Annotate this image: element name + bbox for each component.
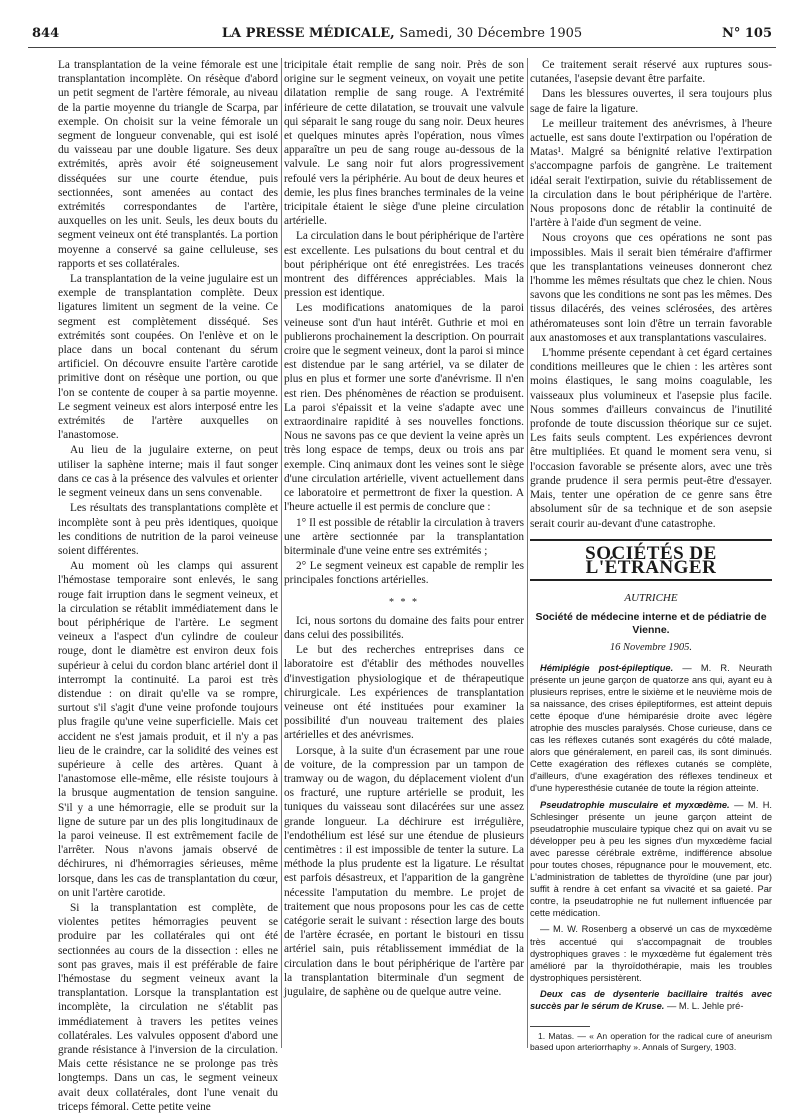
paragraph: La transplantation de la veine jugulaire est un exemple de transplantation complète. Deux ligatures limitent un segment de la veine. Ce segment est complètement disséqué. Ses extrémités sont coupées. On l'enlève et on le place dans un bocal contenant du sérum artificiel. On découvre ensuite l'artère carotide primitive dont on résèque une portion, ou que l'on se contente de couper à sa partie moyenne. Le segment veineux est alors interposé entre les extrémités de l'artère auxquelles on l'anastomose. — [58, 273, 278, 442]
journal-title — [28, 26, 776, 41]
session-date: 16 Novembre 1905. — [609, 642, 693, 654]
footnote: 1. Matas. — « An operation for the radical cure of aneurism based upon arteriorrhaphy ». Annals of Surgery, 1903. — [530, 1031, 772, 1053]
report — [530, 988, 772, 1012]
paragraph: L'homme présente cependant à cet égard certaines conditions meilleures que le chien : les artères sont moins élastiques, le sang moins coagulable, les vaisseaux plus volumineux et l'asepsie plus facile. Nous sommes d'ailleurs convaincus de l'inutilité profonde de toute discussion théorique sur ce sujet. Les faits seuls comptent. Les expériences devront être multipliées. Et quand le moment sera venu, si l'occasion favorable se présente alors, avec une très grande prudence il sera permis peut-être d'essayer. Mais, tenter une opération de ce genre sans être absolument sûr de sa technique et de son asepsie serait courir au-devant d'une catastrophe. — [530, 347, 772, 530]
societies-heading: SOCIÉTÉS DE L'ÉTRANGER — [530, 539, 772, 581]
report-title: Deux cas de dysenterie bacillaire traités avec succès par le sérum de Kruse. — [530, 988, 772, 1012]
paragraph: 2° Le segment veineux est capable de remplir les principales fonctions artérielles. — [284, 560, 524, 587]
paragraph: Le but des recherches entreprises dans ce laboratoire est d'établir des méthodes nouvelles d'investigation physiologique et de thérapeutique chirurgicale. Les expériences de transplantation veineuse ont été instituées pour examiner la possibilité d'un nouveau traitement des plaies artérielles et des anévrismes. — [284, 644, 524, 742]
society-name: Société de médecine interne et de pédiatrie de Vienne. — [535, 611, 767, 637]
report-text: — M. R. Neurath présente un jeune garçon de quatorze ans qui, ayant eu à plusieurs reprises, entre le sixième et le neuvième mois de sa naissance, des crises épileptiformes, est atteint depuis cette époque d'une hémiparésie droite avec légère atrophie des muscles paralysés. Chose curieuse, dans ce cas les réflexes cutanés sont exagérés du côté malade, alors que généralement, en pareil cas, ils sont diminués. Cette exagération des réflexes cutanés se complète, d'ailleurs, d'une exagération des réflexes tendineux et d'une hyperesthésie cutanée de toute la région atteinte. — [530, 662, 773, 794]
paragraph: Nous croyons que ces opérations ne sont pas impossibles. Mais il serait bien téméraire d'affirmer que les transplantations veineuses donneront chez l'homme les mêmes résultats que chez le chien. Nous savons que les conditions ne sont pas les mêmes. Des tissus dilacérés, des veines sclérosées, des artères athéromateuses sont loin d'être un terrain favorable aux anastomoses et aux transplantations vasculaires. — [530, 232, 772, 344]
paragraph: La transplantation de la veine fémorale est une transplantation incomplète. On résèque d'abord un petit segment de l'artère fémorale, au niveau de la partie moyenne du triangle de Scarpa, par exemple. On choisit sur la veine fémorale un segment de longueur convenable, qui est isolé du vaisseau par une double ligature. Ses deux extrémités, après avoir été soigneusement disséquées sur une courte étendue, puis sectionnées, sont amenées au contact des extrémités correspondantes de l'artère, auxquelles on les unit. Seuls, les deux bouts du segment veineux ont été transplantés. La portion moyenne a conservé sa gaine celluleuse, ses rapports et ses collatérales. — [58, 59, 278, 270]
paragraph: Lorsque, à la suite d'un écrasement par une roue de voiture, de la compression par un tampon de tramway ou de wagon, du déplacement violent d'un os fracturé, une rupture artérielle se produit, les tuniques du vaisseau sont dilacérées sur une assez grande longueur. La déchirure est irrégulière, l'endothélium est lésé sur une étendue de plusieurs centimètres : il est impossible de tenter la suture. La méthode la plus prudente est la ligature. Le résultat est parfois désastreux, et l'apparition de la gangrène nécessite l'amputation du membre. Le projet de traitement que nous proposons pour les cas de cette catégorie serait le suivant : résection large des bouts de l'artère écrasée, en portant le bistouri en tissu artériel sain, puis rétablissement immédiat de la circulation dans le bout périphérique de l'artère par la transplantation biterminale d'un segment de jugulaire, de saphène ou de quelque autre veine. — [284, 744, 524, 998]
report-text: — M. W. Rosenberg a observé un cas de myxœdème très accentué qui s'accompagnait de troubles dystrophiques graves : le myxœdème fut également très amélioré par la thyroïdothérapie, mais les troubles dystrophiques persistèrent. — [530, 924, 772, 983]
paragraph: 1° Il est possible de rétablir la circulation à travers une artère sectionnée par la transplantation biterminale d'une veine entre ses extrémités ; — [284, 516, 524, 557]
column-separator — [281, 58, 282, 1048]
page-header — [28, 26, 776, 46]
paragraph: Dans les blessures ouvertes, il sera toujours plus sage de faire la ligature. — [530, 88, 772, 115]
paragraph: Au moment où les clamps qui assurent l'hémostase temporaire sont enlevés, le sang rouge fait irruption dans le segment veineux, et la circulation se rétablit immédiatement dans le bout périphérique de l'artère. Le segment veineux a l'aspect d'un cylindre de couleur rouge, dont le diamètre est environ deux fois supérieur à celui du cordon blanc artériel dont il interrompt la continuité. La paroi est très distendue : on dirait qu'elle va se rompre, surtout s'il s'agit d'une veine profonde toujours plus fragile qu'une veine superficielle. Mais cet accident ne s'est jamais produit, et il n'y a pas lieu de le craindre, car la solidité des veines est supérieure à celle des artères. Quant à l'anastomose elle-même, elle résiste toujours à la brusque augmentation de tension sanguine. S'il y a une hémorragie, elle se produit sur la ligne de suture par un des plis longitudinaux de la paroi veineuse. Il est extrêmement facile de l'arrêter. Nous n'avons jamais observé de déchirures, ni d'hémorragies sérieuses, même lorsque, dans les cas de transplantation du cœur, on unit l'artère carotide. — [58, 560, 278, 899]
paragraph: tricipitale était remplie de sang noir. Près de son origine sur le segment veineux, on voyait une petite dilatation remplie de sang rouge. A l'extrémité inférieure de cette dilatation, se trouvait une valvule qui séparait le sang rouge du sang noir. Deux heures et quelques minutes après l'opération, nous vîmes apparaître un peu de sang rouge au-dessous de la valvule. Le sang noir fut alors progressivement refoulé vers la périphérie. Au bout de deux heures et demie, les plus fines branches terminales de la veine tricipitale étaient le siège d'une pleine circulation artérielle. — [284, 59, 524, 228]
paragraph: Ici, nous sortons du domaine des faits pour entrer dans celui des possibilités. — [284, 614, 524, 641]
issue-date: Samedi, 30 Décembre 1905 — [399, 26, 583, 41]
report-title: Pseudatrophie musculaire et myxœdème. — [540, 799, 730, 810]
report-text: — M. H. Schlesinger présente un jeune garçon atteint de pseudatrophie musculaire typique chez qui on avait vu se développer peu à peu les signes d'un myxœdème facial avec paresse cérébrale extrême, indifférence absolue pour toutes choses, répugnance pour le mouvement, etc. L'administration de tablettes de thyroïdine (une par jour) suffit à rendre à cet enfant sa vivacité et sa gaieté. Par contre, la pseudatrophie ne fut nullement influencée par cette médication. — [530, 799, 773, 919]
country-heading: AUTRICHE — [624, 592, 678, 605]
column-separator — [527, 58, 528, 1048]
paragraph: La circulation dans le bout périphérique de l'artère est excellente. Les pulsations du bout central et du bout périphérique ont été enregistrées. Les tracés montrent des différences appréciables. Mais la pression est identique. — [284, 230, 524, 300]
column-1 — [58, 58, 278, 1113]
report — [530, 923, 772, 983]
report — [530, 662, 772, 795]
section-separator-stars: * * * — [389, 596, 419, 608]
page-number: 844 — [32, 26, 60, 41]
journal-name: LA PRESSE MÉDICALE, — [221, 26, 395, 41]
paragraph: Ce traitement serait réservé aux ruptures sous-cutanées, l'asepsie devant être parfaite. — [530, 59, 772, 86]
column-2 — [284, 58, 524, 1058]
paragraph: Au lieu de la jugulaire externe, on peut utiliser la saphène interne; mais il faut songer dans ce cas à la présence des valvules et orienter le segment veineux dans un sens convenable. — [58, 444, 278, 500]
issue-number: N° 105 — [721, 26, 772, 41]
report-title: Hémiplégie post-épileptique. — [540, 662, 674, 673]
header-rule — [28, 47, 776, 48]
paragraph: Si la transplantation est complète, de violentes petites hémorragies peuvent se produire par les collatérales qui ont été sectionnées au cours de la dissection : elles ne sont pas graves, mais il est préférable de faire l'hémostase du segment veineux avant la transplantation. Lorsque la transplantation est incomplète, la circulation ne s'établit pas immédiatement à travers les petites veines collatérales. Les valvules opposent d'abord une grande résistance à l'inversion de la circulation. Mais cette résistance ne se prolonge pas très longtemps. Dans un cas, le segment veineux avait deux collatérales, dont l'une venait du triceps fémoral. Cette petite veine — [58, 901, 278, 1113]
paragraph: Le meilleur traitement des anévrismes, à l'heure actuelle, est sans doute l'extirpation ou l'opération de Matas¹. Malgré sa bénignité relative l'extirpation s'accompagne parfois de gangrène. Le traitement idéal serait l'extirpation, suivie du rétablissement de la circulation dans le bout périphérique de l'artère. Nous proposons donc de rétablir la continuité de l'artère à l'aide d'un segment de veine. — [530, 117, 772, 230]
paragraph: Les modifications anatomiques de la paroi veineuse sont d'un haut intérêt. Guthrie et moi en publierons prochainement la description. On pourrait croire que le segment veineux, dont la paroi si mince est distendue par le sang artériel, va se dilater de plus en plus et former une sorte d'anévrisme. Il n'en est rien. Des phénomènes de réaction se produisent. La paroi s'épaissit et la veine s'adapte avec une extraordinaire rapidité à ses nouvelles fonctions. Nous ne savons pas ce que devient la veine après un très long espace de temps, deux ou trois ans par exemple. Cinq animaux dont les veines sont le siège d'une circulation artérielle, vivent actuellement dans ce laboratoire et permettront de fixer la question. A l'heure actuelle il est permis de conclure que : — [284, 302, 524, 514]
footnote-rule — [530, 1026, 590, 1027]
column-3 — [530, 58, 772, 1068]
report-text: — M. L. Jehle pré- — [664, 1001, 744, 1012]
report — [530, 799, 772, 920]
paragraph: Les résultats des transplantations complète et incomplète sont à peu près identiques, quoique les conditions de nutrition de la paroi veineuse soient différentes. — [58, 502, 278, 557]
society-reports — [530, 662, 772, 1013]
